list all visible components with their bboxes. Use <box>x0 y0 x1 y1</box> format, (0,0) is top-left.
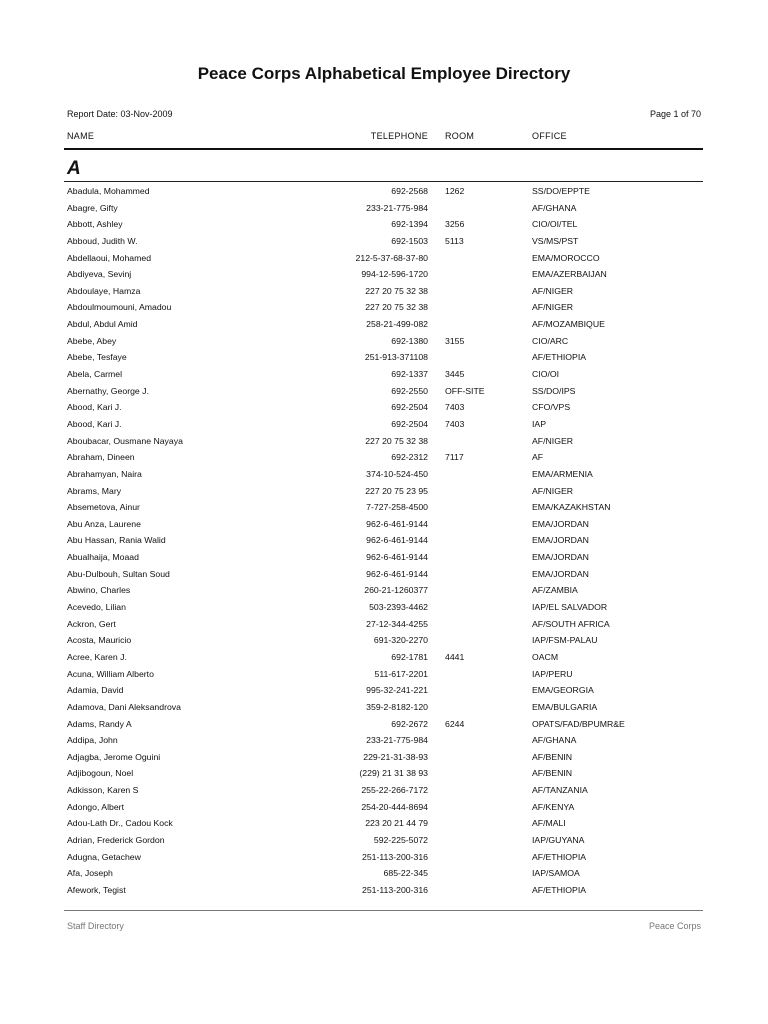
employee-office: AF/ETHIOPIA <box>532 851 587 862</box>
employee-telephone: 229-21-31-38-93 <box>363 751 428 762</box>
employee-room: 7117 <box>445 452 464 463</box>
employee-telephone: 503-2393-4462 <box>369 602 428 613</box>
directory-table <box>0 184 768 900</box>
employee-name: Abrahamyan, Naira <box>67 468 142 479</box>
employee-telephone: 692-1337 <box>391 369 428 380</box>
employee-room: 3155 <box>445 335 465 346</box>
employee-room: OFF-SITE <box>445 385 485 396</box>
table-row <box>0 600 768 617</box>
employee-telephone: 685-22-345 <box>383 868 428 879</box>
employee-telephone: 692-2504 <box>391 402 428 413</box>
employee-office: VS/MS/PST <box>532 235 579 246</box>
employee-name: Absemetova, Ainur <box>67 502 140 513</box>
table-row <box>0 234 768 251</box>
column-header-room: ROOM <box>445 131 475 141</box>
employee-name: Ackron, Gert <box>67 618 116 629</box>
table-row <box>0 650 768 667</box>
table-row <box>0 633 768 650</box>
table-row <box>0 583 768 600</box>
table-row <box>0 251 768 268</box>
employee-office: CIO/ARC <box>532 335 569 346</box>
employee-name: Abu Anza, Laurene <box>67 518 141 529</box>
employee-office: AF/MALI <box>532 818 566 829</box>
employee-room: 1262 <box>445 186 465 196</box>
employee-name: Adjibogoun, Noel <box>67 768 134 779</box>
employee-name: Acosta, Mauricio <box>67 635 132 646</box>
employee-office: EMA/JORDAN <box>532 535 589 546</box>
employee-office: IAP/SAMOA <box>532 868 580 879</box>
employee-office: EMA/AZERBAIJAN <box>532 269 607 280</box>
employee-office: OACM <box>532 651 559 662</box>
table-row <box>0 400 768 417</box>
table-row <box>0 700 768 717</box>
employee-name: Adjagba, Jerome Oguini <box>67 751 161 762</box>
column-header-telephone: TELEPHONE <box>370 131 428 141</box>
employee-telephone: 359-2-8182-120 <box>366 701 428 712</box>
table-row <box>0 617 768 634</box>
table-row <box>0 350 768 367</box>
table-row <box>0 300 768 317</box>
employee-name: Adou-Lath Dr., Cadou Kock <box>67 818 173 829</box>
table-row <box>0 683 768 700</box>
table-row <box>0 500 768 517</box>
employee-office: EMA/BULGARIA <box>532 701 598 712</box>
employee-name: Abebe, Tesfaye <box>67 352 127 363</box>
employee-room: 7403 <box>445 418 465 429</box>
employee-name: Adamova, Dani Aleksandrova <box>67 701 181 712</box>
table-row <box>0 766 768 783</box>
employee-room: 4441 <box>445 651 465 662</box>
table-row <box>0 833 768 850</box>
employee-office: SS/DO/IPS <box>532 385 576 396</box>
employee-name: Abbott, Ashley <box>67 219 123 230</box>
table-row <box>0 317 768 334</box>
employee-name: Abboud, Judith W. <box>67 235 138 246</box>
employee-name: Abood, Kari J. <box>67 402 122 413</box>
employee-name: Adkisson, Karen S <box>67 785 139 796</box>
employee-telephone: 251-113-200-316 <box>361 851 428 862</box>
table-row <box>0 201 768 218</box>
employee-telephone: 374-10-524-450 <box>366 468 428 479</box>
employee-office: IAP/EL SALVADOR <box>532 602 608 613</box>
employee-telephone: 254-20-444-8694 <box>361 801 428 812</box>
employee-room: 3256 <box>445 219 465 230</box>
page-number: Page 1 of 70 <box>649 109 701 119</box>
employee-telephone: 258-21-499-082 <box>366 319 428 330</box>
employee-telephone: 227 20 75 32 38 <box>365 302 428 313</box>
employee-room: 5113 <box>445 235 464 246</box>
employee-office: SS/DO/EPPTE <box>532 186 590 196</box>
employee-telephone: 227 20 75 32 38 <box>365 435 428 446</box>
table-row <box>0 717 768 734</box>
employee-office: AF/NIGER <box>532 285 574 296</box>
employee-office: AF/TANZANIA <box>532 785 588 796</box>
table-row <box>0 800 768 817</box>
table-row <box>0 783 768 800</box>
employee-room: 6244 <box>445 718 465 729</box>
employee-name: Adongo, Albert <box>67 801 124 812</box>
employee-office: CFO/VPS <box>532 402 571 413</box>
table-row <box>0 866 768 883</box>
employee-telephone: 511-617-2201 <box>374 668 428 679</box>
employee-office: CIO/OI <box>532 369 560 380</box>
employee-office: EMA/MOROCCO <box>532 252 600 263</box>
employee-name: Abdellaoui, Mohamed <box>67 252 152 263</box>
table-row <box>0 384 768 401</box>
table-row <box>0 750 768 767</box>
employee-name: Acevedo, Lilian <box>67 602 126 613</box>
employee-telephone: 227 20 75 23 95 <box>365 485 428 496</box>
table-row <box>0 517 768 534</box>
employee-telephone: 233-21-775-984 <box>366 735 428 746</box>
employee-office: AF/KENYA <box>532 801 575 812</box>
section-divider <box>64 181 703 182</box>
employee-office: AF/NIGER <box>532 435 574 446</box>
employee-name: Abrams, Mary <box>67 485 122 496</box>
document-title: Peace Corps Alphabetical Employee Directory <box>197 64 571 83</box>
employee-office: EMA/JORDAN <box>532 518 589 529</box>
employee-telephone: 260-21-1260377 <box>364 585 428 596</box>
employee-telephone: 227 20 75 32 38 <box>365 285 428 296</box>
footer-divider <box>64 910 703 911</box>
employee-name: Abagre, Gifty <box>67 202 118 213</box>
table-row <box>0 267 768 284</box>
employee-office: IAP <box>532 418 547 429</box>
employee-name: Acuna, William Alberto <box>67 668 154 679</box>
employee-office: EMA/ARMENIA <box>532 468 593 479</box>
table-row <box>0 883 768 900</box>
table-row <box>0 816 768 833</box>
employee-office: IAP/PERU <box>532 668 573 679</box>
employee-office: IAP/FSM-PALAU <box>532 635 598 646</box>
employee-telephone: 692-2504 <box>391 418 428 429</box>
employee-name: Abernathy, George J. <box>67 385 149 396</box>
employee-name: Abdiyeva, Sevinj <box>67 269 132 280</box>
employee-office: CIO/OI/TEL <box>532 219 578 230</box>
table-row <box>0 284 768 301</box>
employee-name: Abdoulaye, Hamza <box>67 285 141 296</box>
employee-office: AF/BENIN <box>532 768 573 779</box>
employee-office: AF <box>532 452 544 463</box>
employee-telephone: 691-320-2270 <box>373 635 428 646</box>
employee-name: Abwino, Charles <box>67 585 131 596</box>
table-row <box>0 334 768 351</box>
employee-room: 3445 <box>445 369 465 380</box>
employee-name: Abela, Carmel <box>67 369 123 380</box>
employee-name: Abraham, Dineen <box>67 452 135 463</box>
employee-telephone: 7-727-258-4500 <box>366 502 428 513</box>
table-row <box>0 533 768 550</box>
table-row <box>0 733 768 750</box>
employee-telephone: 994-12-596-1720 <box>361 269 428 280</box>
employee-name: Abu Hassan, Rania Walid <box>67 535 166 546</box>
employee-telephone: 692-1380 <box>391 335 428 346</box>
table-row <box>0 367 768 384</box>
table-row <box>0 417 768 434</box>
employee-name: Adrian, Frederick Gordon <box>67 834 165 845</box>
employee-office: EMA/KAZAKHSTAN <box>532 502 611 513</box>
table-row <box>0 850 768 867</box>
employee-telephone: 692-1781 <box>391 651 428 662</box>
table-row <box>0 667 768 684</box>
employee-name: Adugna, Getachew <box>67 851 141 862</box>
table-row <box>0 550 768 567</box>
employee-name: Adams, Randy A <box>67 718 132 729</box>
employee-office: AF/GHANA <box>532 735 577 746</box>
employee-telephone: 27-12-344-4255 <box>366 618 428 629</box>
employee-telephone: 251-113-200-316 <box>361 884 428 895</box>
employee-office: EMA/JORDAN <box>532 568 589 579</box>
employee-office: AF/ETHIOPIA <box>532 352 587 363</box>
employee-office: OPATS/FAD/BPUMR&E <box>532 718 625 729</box>
employee-telephone: 692-1503 <box>391 235 428 246</box>
section-letter: A <box>67 158 81 179</box>
employee-telephone: 692-2550 <box>391 385 428 396</box>
footer-left: Staff Directory <box>67 921 124 931</box>
employee-telephone: 592-225-5072 <box>373 834 428 845</box>
employee-telephone: 692-2672 <box>391 718 428 729</box>
column-header-office: OFFICE <box>532 131 567 141</box>
table-row <box>0 450 768 467</box>
employee-name: Afa, Joseph <box>67 868 113 879</box>
employee-name: Abualhaija, Moaad <box>67 552 139 563</box>
employee-name: Abdul, Abdul Amid <box>67 319 138 330</box>
employee-telephone: 962-6-461-9144 <box>366 535 428 546</box>
employee-telephone: (229) 21 31 38 93 <box>359 768 428 779</box>
employee-room: 7403 <box>445 402 465 413</box>
header-divider <box>64 148 703 150</box>
table-row <box>0 467 768 484</box>
employee-office: AF/MOZAMBIQUE <box>532 319 605 330</box>
employee-name: Adamia, David <box>67 685 124 696</box>
table-row <box>0 184 768 201</box>
employee-office: AF/ETHIOPIA <box>532 884 587 895</box>
employee-telephone: 962-6-461-9144 <box>366 552 428 563</box>
employee-telephone: 233-21-775-984 <box>366 202 428 213</box>
employee-office: AF/GHANA <box>532 202 577 213</box>
employee-office: AF/SOUTH AFRICA <box>532 618 610 629</box>
employee-name: Aboubacar, Ousmane Nayaya <box>67 435 183 446</box>
employee-name: Abood, Kari J. <box>67 418 122 429</box>
employee-name: Acree, Karen J. <box>67 651 127 662</box>
employee-telephone: 995-32-241-221 <box>366 685 428 696</box>
footer-right: Peace Corps <box>648 921 701 931</box>
employee-name: Addipa, John <box>67 735 118 746</box>
employee-office: EMA/JORDAN <box>532 552 589 563</box>
employee-telephone: 692-2568 <box>391 186 428 196</box>
employee-office: AF/NIGER <box>532 485 574 496</box>
report-date: Report Date: 03-Nov-2009 <box>67 109 173 119</box>
employee-name: Afework, Tegist <box>67 884 126 895</box>
employee-telephone: 962-6-461-9144 <box>366 568 428 579</box>
employee-telephone: 223 20 21 44 79 <box>365 818 428 829</box>
employee-name: Abu-Dulbouh, Sultan Soud <box>67 568 170 579</box>
employee-name: Abebe, Abey <box>67 335 117 346</box>
employee-office: AF/NIGER <box>532 302 574 313</box>
employee-telephone: 962-6-461-9144 <box>366 518 428 529</box>
employee-name: Abadula, Mohammed <box>67 186 150 196</box>
employee-telephone: 251-913-371108 <box>364 352 428 363</box>
employee-office: IAP/GUYANA <box>532 834 585 845</box>
table-row <box>0 567 768 584</box>
employee-telephone: 692-2312 <box>391 452 428 463</box>
employee-office: AF/BENIN <box>532 751 573 762</box>
employee-telephone: 255-22-266-7172 <box>361 785 428 796</box>
employee-telephone: 212-5-37-68-37-80 <box>355 252 428 263</box>
employee-name: Abdoulmoumouni, Amadou <box>67 302 172 313</box>
column-header-name: NAME <box>67 131 95 141</box>
employee-office: EMA/GEORGIA <box>532 685 594 696</box>
employee-telephone: 692-1394 <box>391 219 428 230</box>
employee-office: AF/ZAMBIA <box>532 585 578 596</box>
table-row <box>0 484 768 501</box>
table-row <box>0 217 768 234</box>
table-row <box>0 434 768 451</box>
